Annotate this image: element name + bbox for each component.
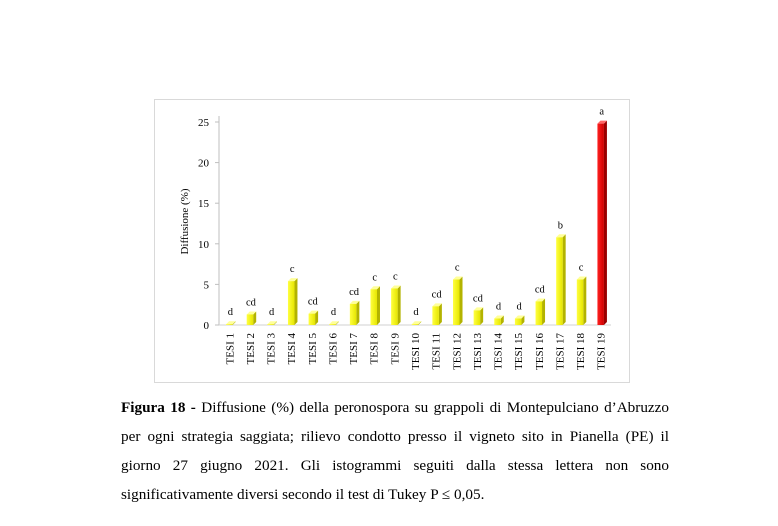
- bar-front: [267, 324, 274, 325]
- x-tick-label: TESI 7: [348, 333, 361, 365]
- x-tick-label: TESI 12: [451, 333, 464, 370]
- data-label: cd: [349, 286, 360, 298]
- bar-9: [391, 285, 401, 325]
- bar-side: [439, 303, 442, 325]
- bar-front: [329, 324, 336, 325]
- x-tick-label: TESI 14: [492, 333, 505, 370]
- bar-17: [556, 234, 566, 325]
- x-tick-label: TESI 4: [286, 333, 299, 365]
- data-label: d: [268, 307, 275, 319]
- x-tick-label: TESI 8: [368, 333, 381, 365]
- bar-12: [453, 277, 463, 325]
- bar-side: [563, 234, 566, 325]
- data-label: cd: [534, 284, 545, 296]
- bar-side: [377, 286, 380, 325]
- x-tick-label: TESI 16: [533, 333, 546, 370]
- data-label: c: [289, 264, 295, 276]
- bar-front: [474, 310, 481, 325]
- data-label: cd: [245, 297, 256, 309]
- bar-side: [542, 298, 545, 325]
- bar-8: [370, 286, 380, 325]
- x-tick-label: TESI 17: [554, 333, 567, 370]
- data-label: c: [578, 262, 584, 274]
- bar-7: [350, 301, 360, 325]
- bar-18: [577, 277, 587, 325]
- y-tick-label: 15: [198, 198, 209, 211]
- bar-11: [432, 303, 442, 325]
- y-tick-label: 25: [198, 117, 209, 129]
- bar-front: [288, 281, 295, 325]
- figure-label: Figura 18 -: [121, 399, 196, 416]
- data-label: a: [599, 106, 605, 118]
- bar-side: [294, 278, 297, 325]
- bar-1: [226, 321, 236, 325]
- bar-front: [494, 319, 501, 325]
- x-tick-label: TESI 18: [575, 333, 588, 370]
- bar-side: [460, 277, 463, 325]
- x-tick-label: TESI 6: [327, 333, 340, 365]
- bar-front: [412, 324, 419, 325]
- bar-front: [370, 289, 377, 325]
- bar-front: [453, 280, 460, 325]
- x-tick-label: TESI 19: [595, 333, 608, 370]
- x-tick-label: TESI 3: [265, 333, 278, 365]
- bar-front: [350, 304, 357, 325]
- data-label: d: [330, 307, 337, 319]
- x-tick-label: TESI 1: [224, 333, 237, 365]
- bar-chart: [155, 100, 631, 384]
- data-label: c: [372, 272, 378, 284]
- data-label: c: [454, 262, 460, 274]
- x-tick-label: TESI 2: [244, 333, 257, 365]
- y-tick-label: 0: [203, 320, 209, 332]
- bar-front: [536, 301, 543, 325]
- bar-5: [309, 311, 319, 325]
- y-tick-label: 10: [198, 238, 209, 251]
- x-tick-label: TESI 13: [471, 333, 484, 370]
- data-label: c: [393, 271, 398, 283]
- data-label: cd: [307, 296, 318, 308]
- x-tick-label: TESI 15: [513, 333, 526, 370]
- x-tick-label: TESI 10: [410, 333, 422, 370]
- y-tick-label: 20: [198, 157, 209, 170]
- data-label: d: [516, 301, 522, 313]
- bar-front: [577, 280, 584, 325]
- bar-front: [247, 314, 254, 325]
- data-label: d: [227, 307, 233, 319]
- bar-front: [391, 288, 398, 325]
- bar-front: [515, 319, 522, 325]
- bar-side: [398, 285, 401, 325]
- bar-6: [329, 321, 339, 325]
- bar-front: [309, 314, 316, 325]
- x-tick-label: TESI 9: [389, 333, 402, 365]
- bar-19: [597, 121, 607, 325]
- bar-14: [494, 316, 504, 325]
- bar-13: [474, 307, 484, 325]
- chart-frame: [154, 99, 630, 383]
- caption-text: Diffusione (%) della peronospora su grappoli di Montepulciano d’Abruzzo per ogni strategia saggiata; rilievo condotto presso il vigneto sito in Pianella (PE) il giorno 27 giugno 2021. Gli istogrammi seguiti dalla stessa lettera non sono significativamente diversi secondo il test di Tukey P ≤ 0,05.: [121, 399, 670, 503]
- bar-front: [226, 324, 233, 325]
- bar-16: [536, 298, 546, 325]
- y-axis-label: Diffusione (%): [179, 188, 191, 255]
- bar-front: [597, 124, 604, 325]
- bar-4: [288, 278, 298, 325]
- bar-2: [247, 311, 257, 325]
- y-tick-label: 5: [203, 279, 209, 292]
- data-label: cd: [472, 293, 483, 305]
- bar-side: [583, 277, 586, 325]
- bar-front: [556, 237, 563, 325]
- x-tick-label: TESI 5: [306, 333, 319, 365]
- data-label: cd: [431, 289, 442, 301]
- data-label: b: [557, 220, 564, 232]
- bar-front: [432, 306, 439, 325]
- bar-side: [356, 301, 359, 325]
- bar-3: [267, 321, 277, 325]
- data-label: d: [495, 301, 502, 313]
- bar-side: [480, 307, 483, 325]
- bar-15: [515, 316, 525, 325]
- bar-side: [604, 121, 607, 325]
- figure-caption: [121, 393, 669, 509]
- data-label: d: [413, 307, 419, 319]
- bar-10: [412, 321, 422, 325]
- x-tick-label: TESI 11: [430, 333, 443, 370]
